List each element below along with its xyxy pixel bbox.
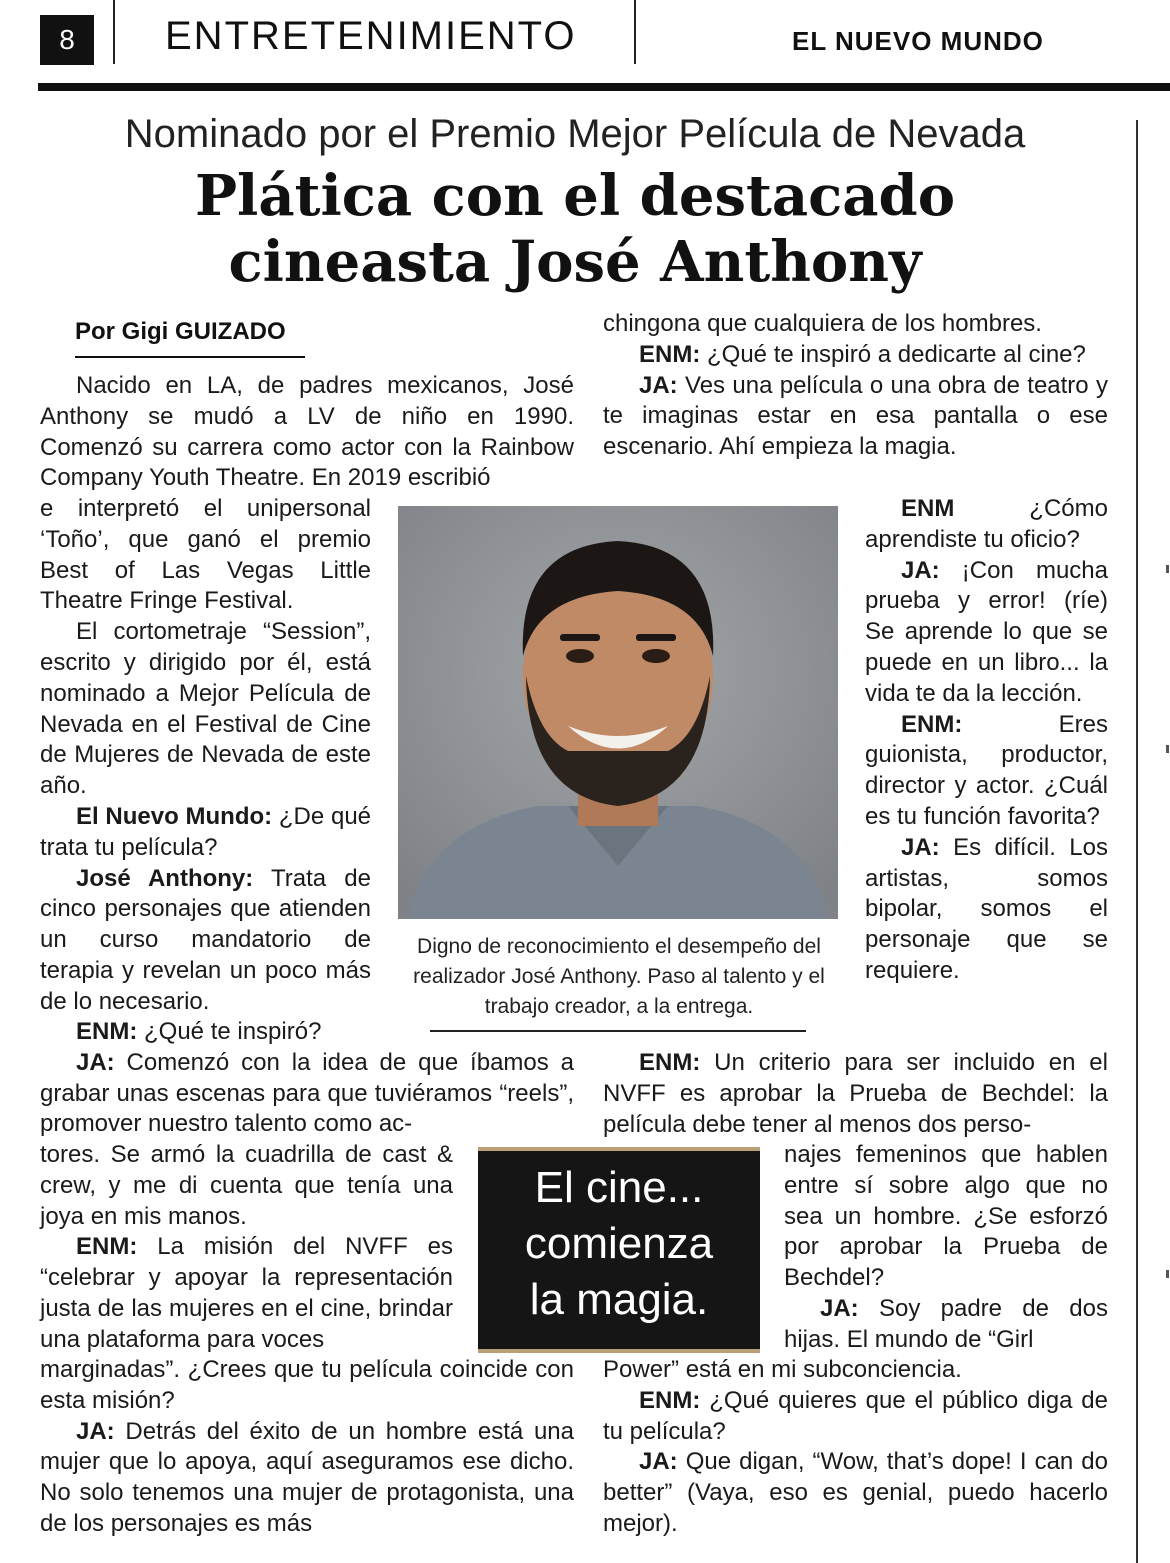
question: El Nuevo Mundo: ¿De qué trata tu película?	[40, 802, 372, 861]
col2-narrow	[865, 494, 1108, 987]
article-headline	[0, 163, 1150, 295]
portrait-illustration	[398, 506, 838, 919]
question: ENM: Un criterio para ser incluido en el NVFF es aprobar la Prueba de Bechdel: la película debe tener al menos dos perso-	[603, 1049, 1108, 1138]
portrait-photo	[398, 506, 838, 919]
photo-caption: Digno de reconocimiento el desempeño del realizador José Anthony. Paso al talento y el trabajo creador, a la entrega.	[413, 935, 825, 1018]
edge-mark	[1166, 565, 1169, 573]
question: ENM: ¿Qué quieres que el público diga de tu película?	[603, 1386, 1108, 1445]
speaker-label: JA:	[639, 371, 678, 399]
section-title: ENTRETENIMIENTO	[165, 14, 577, 58]
speaker-label: JA:	[639, 1448, 678, 1476]
speaker-label: JA:	[76, 1417, 115, 1445]
paragraph: tores. Se armó la cuadrilla de cast & crew, y me di cuenta que tenía una joya en mis manos.	[40, 1141, 453, 1230]
paragraph: Power” está en mi subconciencia.	[603, 1356, 962, 1383]
col2-bottom	[603, 1355, 1108, 1540]
speaker-label: ENM:	[901, 710, 963, 738]
paragraph: najes femeninos que hablen entre sí sobre algo que no sea un hombre. ¿Se esforzó por aprobar la Prueba de Bechdel?	[784, 1141, 1108, 1292]
question: ENM: La misión del NVFF es “celebrar y apoyar la representación justa de las mujeres en el cine, brindar una plataforma para voces	[40, 1233, 453, 1353]
header-divider-right	[634, 0, 636, 64]
col2-top	[603, 309, 1108, 463]
edge-mark	[1166, 745, 1169, 753]
paragraph: marginadas”. ¿Crees que tu película coincide con esta misión?	[40, 1356, 574, 1414]
question: ENM ¿Cómo aprendiste tu oficio?	[865, 495, 1108, 553]
answer: JA: Soy padre de dos hijas. El mundo de “Girl	[784, 1294, 1108, 1353]
speaker-label: JA:	[820, 1294, 859, 1322]
speaker-label: José Anthony:	[76, 864, 254, 892]
caption-rule	[430, 1030, 806, 1032]
speaker-label: ENM:	[639, 340, 701, 368]
col1-middle	[40, 1017, 574, 1140]
pull-quote-line-1: El cine...	[534, 1163, 704, 1212]
pull-quote-line-2: comienza	[524, 1219, 714, 1268]
answer: JA: Comenzó con la idea de que íbamos a grabar unas escenas para que tuviéramos “reels”, promover nuestro talento como ac-	[40, 1048, 574, 1138]
headline-line-2: cineasta José Anthony	[228, 229, 922, 295]
paragraph: e interpretó el unipersonal ‘Toño’, que ganó el premio Best of Las Vegas Little Theatre Fringe Festival.	[40, 495, 371, 615]
paragraph: chingona que cualquiera de los hombres.	[603, 310, 1042, 337]
publication-name: EL NUEVO MUNDO	[792, 26, 1044, 56]
col2-middle	[603, 1048, 1108, 1140]
question: ENM: ¿Qué te inspiró?	[76, 1018, 322, 1045]
speaker-label: El Nuevo Mundo:	[76, 802, 273, 830]
page-number: 8	[40, 15, 94, 65]
answer: JA: Detrás del éxito de un hombre está una mujer que lo apoya, aquí aseguramos ese dicho. No solo tenemos una mujer de protagonista, una de los personajes es más	[40, 1417, 574, 1537]
speaker-label: ENM:	[639, 1386, 701, 1414]
speaker-label: JA:	[901, 556, 940, 584]
paragraph: Nacido en LA, de padres mexicanos, José Anthony se mudó a LV de niño en 1990. Comenzó su carrera como actor con la Rainbow Company Youth Theatre. En 2019 escribió	[40, 372, 574, 492]
col1-beside-quote	[40, 1140, 453, 1356]
answer: JA: Ves una película o una obra de teatro y te imaginas estar en esa pantalla o ese escenario. Ahí empieza la magia.	[603, 371, 1108, 461]
pull-quote-line-3: la magia.	[529, 1275, 709, 1324]
col1-narrow	[40, 494, 371, 1018]
header-divider-left	[113, 0, 115, 64]
answer: JA: ¡Con mucha prueba y error! (ríe) Se aprende lo que se puede en un libro... la vida te da la lección.	[865, 556, 1108, 707]
speaker-label: ENM:	[76, 1233, 138, 1261]
column-edge-rule	[1136, 120, 1138, 1563]
question: ENM: ¿Qué te inspiró a dedicarte al cine?	[639, 340, 1086, 368]
question: ENM: Eres guionista, productor, director y actor. ¿Cuál es tu función favorita?	[865, 710, 1108, 830]
byline-rule	[75, 356, 305, 358]
headline-line-1: Plática con el destacado	[194, 163, 956, 229]
edge-mark	[1166, 1270, 1169, 1278]
answer: JA: Que digan, “Wow, that’s dope! I can do better” (Vaya, eso es genial, puedo hacerlo mejor).	[603, 1448, 1108, 1537]
speaker-label: JA:	[901, 833, 940, 861]
col1-top	[40, 371, 574, 494]
speaker-label: ENM:	[639, 1049, 701, 1076]
col2-beside-quote	[784, 1140, 1108, 1356]
speaker-label: JA:	[76, 1048, 115, 1076]
speaker-label: ENM:	[76, 1018, 138, 1045]
pull-quote	[478, 1160, 760, 1328]
header-rule	[38, 83, 1170, 91]
speaker-label: ENM	[901, 495, 955, 522]
answer: José Anthony: Trata de cinco personajes que atienden un curso mandatorio de terapia y revelan un poco más de lo necesario.	[40, 864, 371, 1015]
col1-bottom	[40, 1355, 574, 1540]
byline: Por Gigi GUIZADO	[75, 318, 286, 345]
paragraph: El cortometraje “Session”, escrito y dirigido por él, está nominado a Mejor Película de Nevada en el Festival de Cine de Mujeres de Nevada de este año.	[40, 618, 371, 800]
article-kicker: Nominado por el Premio Mejor Película de Nevada	[124, 112, 1026, 156]
answer: JA: Es difícil. Los artistas, somos bipolar, somos el personaje que se requiere.	[865, 833, 1108, 984]
